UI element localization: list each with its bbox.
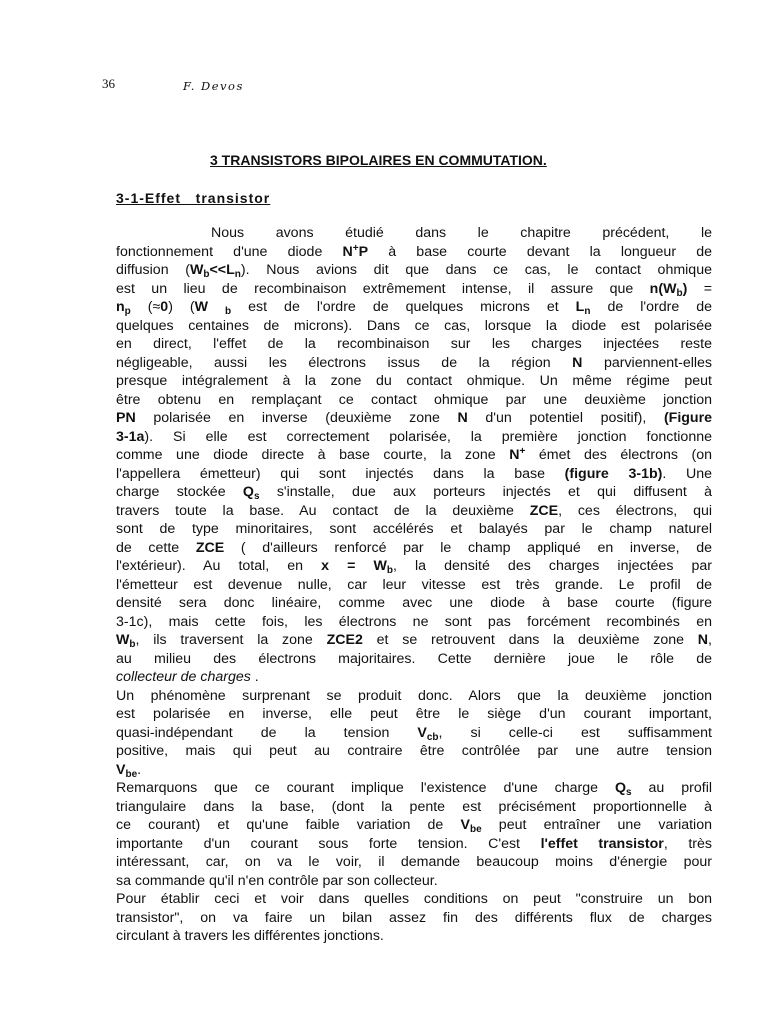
body-text xyxy=(116,224,712,946)
text-line: Nous avons étudié dans le chapitre précédent, le xyxy=(211,225,712,241)
text-line: est un lieu de recombinaison extrêmement intense, il assure que $n(W_b)$ = xyxy=(116,280,712,299)
text-line: presque intégralement à la zone du contact ohmique. Un même régime peut xyxy=(116,373,712,389)
text-line: $W_b$, ils traversent la zone ZCE2 et se retrouvent dans la deuxième zone N, xyxy=(116,632,712,650)
text-line: ce courant) et qu'une faible variation de $V_{be}$ peut entraîner une variation xyxy=(116,817,712,835)
text-line: en direct, l'effet de la recombinaison sur les charges injectées reste xyxy=(116,336,712,352)
text-line: au milieu des électrons majoritaires. Cette dernière joue le rôle de xyxy=(116,650,712,667)
text-line: circulant à travers les différentes jonctions. xyxy=(116,928,384,944)
running-head: F. Devos xyxy=(183,79,244,93)
text-line: Remarquons que ce courant implique l'existence d'une charge $Q_s$ au profil xyxy=(116,780,712,798)
text-line: collecteur de charges . xyxy=(116,669,259,685)
text-line: PN polarisée en inverse (deuxième zone N d'un potentiel positif), (Figure xyxy=(116,410,713,426)
text-line: quasi-indépendant de la tension $V_{cb}$, si celle-ci est suffisamment xyxy=(116,724,712,743)
text-line: $V_{be}$. xyxy=(116,761,142,780)
text-line: charge stockée $Q_s$ s'installe, due aux porteurs injectés et qui diffusent à xyxy=(116,484,712,502)
text-line: triangulaire dans la base, (dont la pente est précisément proportionnelle à xyxy=(116,798,712,815)
text-line: être obtenu en remplaçant ce contact ohmique par une deuxième jonction xyxy=(116,391,712,408)
text-line: quelques centaines de microns). Dans ce cas, lorsque la diode est polarisée xyxy=(116,317,712,334)
page-number: 36 xyxy=(102,76,115,91)
text-line: Un phénomène surprenant se produit donc. Alors que la deuxième jonction xyxy=(116,687,712,704)
text-line: intéressant, car, on va le voir, il demande beaucoup moins d'énergie pour xyxy=(116,854,712,870)
text-line: densité sera donc linéaire, comme avec une diode à base courte (figure xyxy=(116,595,712,611)
text-line: sont de type minoritaires, sont accélérés et balayés par le champ naturel xyxy=(116,521,712,537)
text-line: 3-1c), mais cette fois, les électrons ne sont pas forcément recombinés en xyxy=(116,613,712,630)
text-line: l'extérieur). Au total, en $x = W_b$, la densité des charges injectées par xyxy=(116,558,712,576)
text-line: de cette ZCE ( d'ailleurs renforcé par le champ appliqué en inverse, de xyxy=(116,539,712,556)
text-line: comme une diode directe à base courte, la zone N+ émet des électrons (on xyxy=(116,446,712,463)
text-line: transistor", on va faire un bilan assez fin des différents flux de charges xyxy=(116,909,712,926)
text-line: l'appellera émetteur) qui sont injectés dans la base (figure 3-1b). Une xyxy=(116,465,712,482)
text-line: positive, mais qui peut au contraire être contrôlée par une autre tension xyxy=(116,743,712,759)
text-line: importante d'un courant sous forte tension. C'est l'effet transistor, très xyxy=(116,835,712,852)
text-line: diffusion $(W_b<<L_n)$. Nous avions dit que dans ce cas, le contact ohmique xyxy=(116,262,712,280)
text-line: Pour établir ceci et voir dans quelles conditions on peut "construire un bon xyxy=(116,891,712,907)
section-title: 3-1-Effet transistor xyxy=(116,190,271,206)
text-line: est polarisée en inverse, elle peut être le siège d'un courant important, xyxy=(116,706,712,722)
text-line: fonctionnement d'une diode N+P à base courte devant la longueur de xyxy=(116,242,712,260)
text-line: sa commande qu'il n'en contrôle par son collecteur. xyxy=(116,872,438,889)
text-line: l'émetteur est devenue nulle, car leur vitesse est très grande. Le profil de xyxy=(116,576,712,593)
chapter-title: 3 TRANSISTORS BIPOLAIRES EN COMMUTATION. xyxy=(210,152,547,168)
text-line: $n_p$ (≈0) (W $_b$ est de l'ordre de quelques microns et $L_n$ de l'ordre de xyxy=(116,299,712,317)
text-line: négligeable, aussi les électrons issus de la région N parviennent-elles xyxy=(116,354,712,371)
text-line: 3-1a). Si elle est correctement polarisée, la première jonction fonctionne xyxy=(116,428,712,445)
text-line: travers toute la base. Au contact de la deuxième ZCE, ces électrons, qui xyxy=(116,502,712,519)
